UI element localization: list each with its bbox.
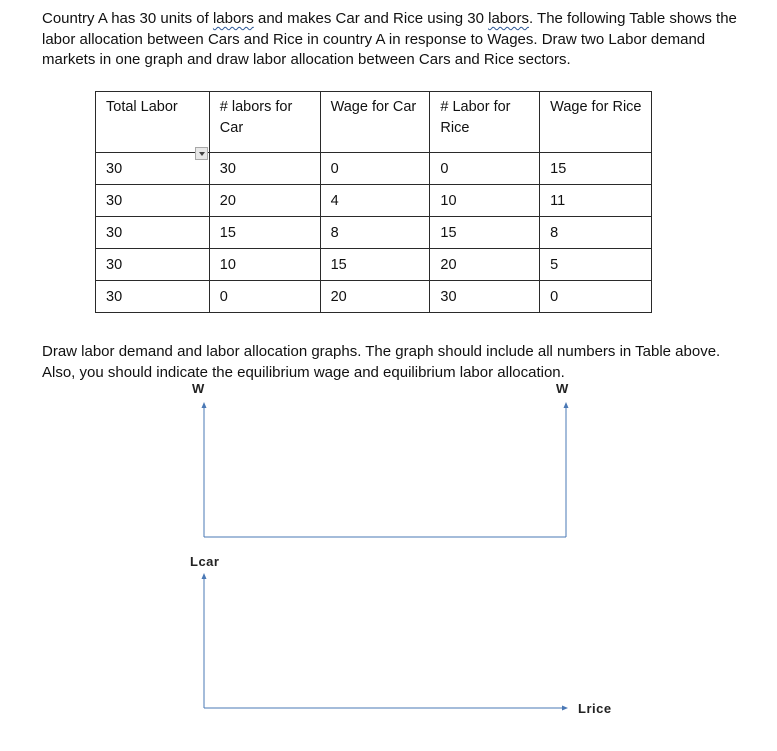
table-cell: 11 [540,185,652,217]
graph1-left-wage-label: W [192,381,205,396]
table-cell: 20 [430,249,540,281]
intro-text-part1: Country A has 30 units of [42,10,213,27]
header-total-labor: Total Labor [96,92,210,153]
table-cell: 30 [96,217,210,249]
table-cell: 20 [209,185,320,217]
table-cell: 8 [320,217,430,249]
table-cell: 15 [430,217,540,249]
graph1-right-wage-label: W [556,381,569,396]
table-cell: 30 [430,281,540,313]
table-cell: 20 [320,281,430,313]
table-cell: 4 [320,185,430,217]
table-cell: 30 [96,249,210,281]
header-wage-for-car: Wage for Car [320,92,430,153]
lrice-axis-arrow-icon [562,706,568,711]
table-cell: 30 [96,281,210,313]
table-cell: 8 [540,217,652,249]
table-cell: 30 [96,153,210,185]
header-labors-for-car: # labors for Car [209,92,320,153]
intro-text-part3: . The following Table shows the labor allocation between Cars and Rice in country A in response to Wages. Draw two Labor demand markets in one graph and draw labor allocation between Cars and Rice sectors. [42,10,737,68]
instruction-paragraph: Draw labor demand and labor allocation graphs. The graph should include all numbers in Table above. Also, you should indicate the equilibrium wage and equilibrium labor allocation. [42,343,721,381]
labor-demand-graph [202,402,569,537]
left-wage-axis-arrow-icon [202,402,207,408]
table-cell: 10 [209,249,320,281]
table-cell: 5 [540,249,652,281]
table-cell: 30 [209,153,320,185]
intro-text-part2: and makes Car and Rice using 30 [253,10,489,27]
table-cell: 15 [540,153,652,185]
table-cell: 0 [320,153,430,185]
lcar-axis-arrow-icon [202,573,207,579]
header-labor-for-rice: # Labor for Rice [430,92,540,153]
header-wage-for-rice: Wage for Rice [540,92,652,153]
right-wage-axis-arrow-icon [564,402,569,408]
table-cell: 0 [540,281,652,313]
spellcheck-word-labors-2[interactable]: labors [488,10,529,27]
table-cell: 10 [430,185,540,217]
graph2-lrice-label: Lrice [578,701,612,716]
table-cell: 0 [430,153,540,185]
labor-allocation-graph [202,573,569,711]
table-cell: 15 [209,217,320,249]
graph2-lcar-label: Lcar [190,554,220,569]
spellcheck-word-labors[interactable]: labors [212,10,254,27]
table-cell: 0 [209,281,320,313]
table-cell: 30 [96,185,210,217]
table-cell: 15 [320,249,430,281]
